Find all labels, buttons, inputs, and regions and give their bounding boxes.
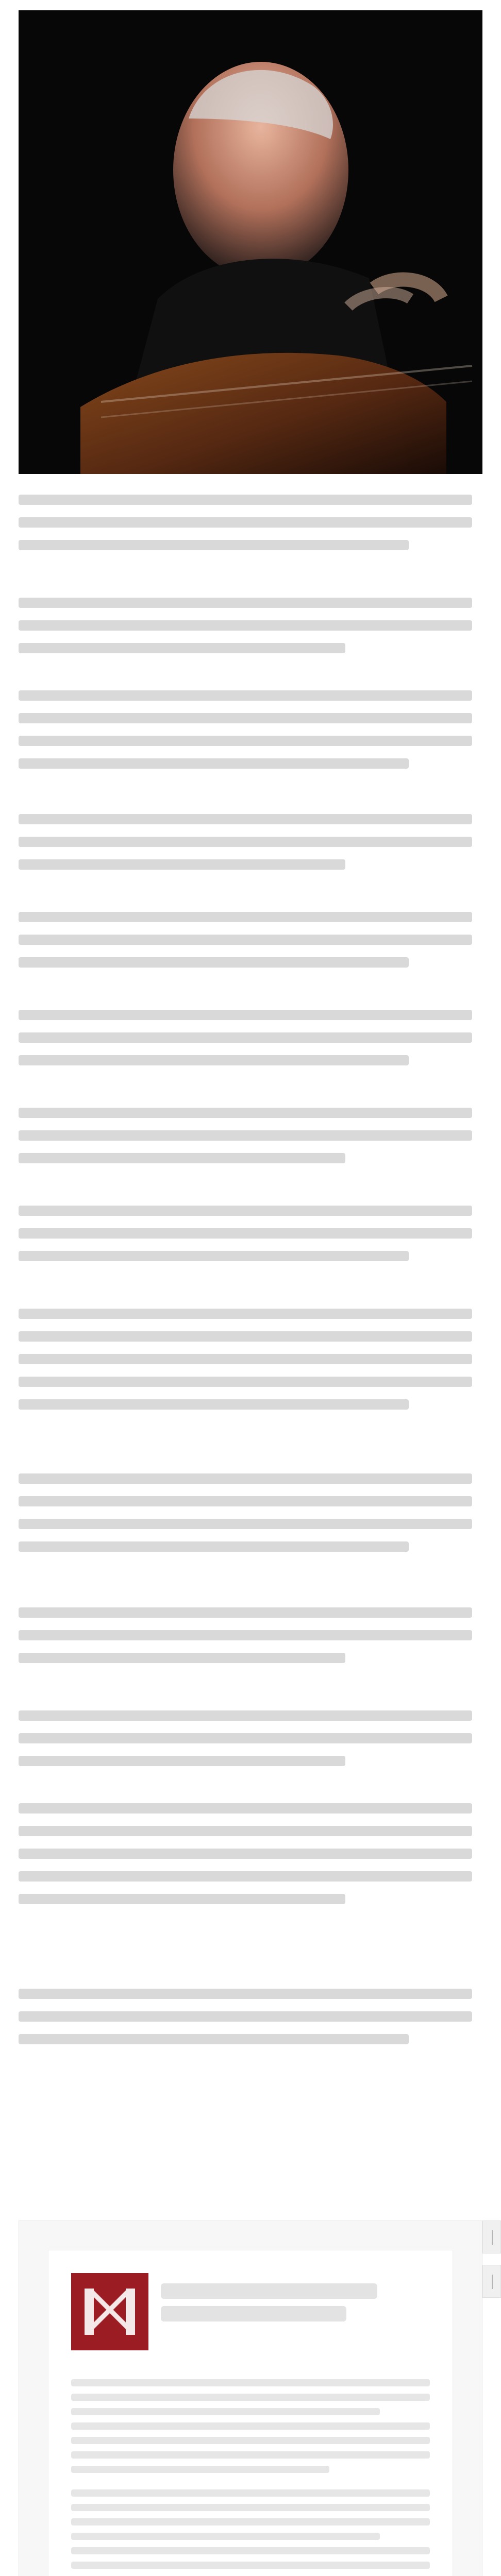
paragraph-13 (19, 1803, 472, 1917)
paragraph-6 (19, 1010, 472, 1078)
paragraph-11 (19, 1607, 472, 1675)
right-scrollbar[interactable] (482, 2221, 501, 2576)
paragraph-3 (19, 690, 472, 781)
paragraph-10 (19, 1473, 472, 1564)
manhattan-school-of-music-wordmark (161, 2283, 429, 2330)
paragraph-4 (19, 814, 472, 882)
letter-image (19, 2221, 482, 2576)
scroll-down-button[interactable] (482, 2265, 501, 2298)
manhattan-school-of-music-logo-icon (71, 2273, 148, 2350)
lead-photo (19, 10, 482, 474)
letter-body (71, 2379, 430, 2576)
paragraph-12 (19, 1710, 472, 1778)
letter-page (48, 2250, 453, 2576)
paragraph-9 (19, 1309, 472, 1422)
violinist-photo-icon (19, 10, 482, 474)
paragraph-2 (19, 598, 472, 666)
paragraph-8 (19, 1206, 472, 1274)
scroll-up-button[interactable] (482, 2221, 501, 2253)
paragraph-14 (19, 1989, 472, 2057)
paragraph-7 (19, 1108, 472, 1176)
paragraph-1 (19, 495, 472, 563)
paragraph-5 (19, 912, 472, 980)
